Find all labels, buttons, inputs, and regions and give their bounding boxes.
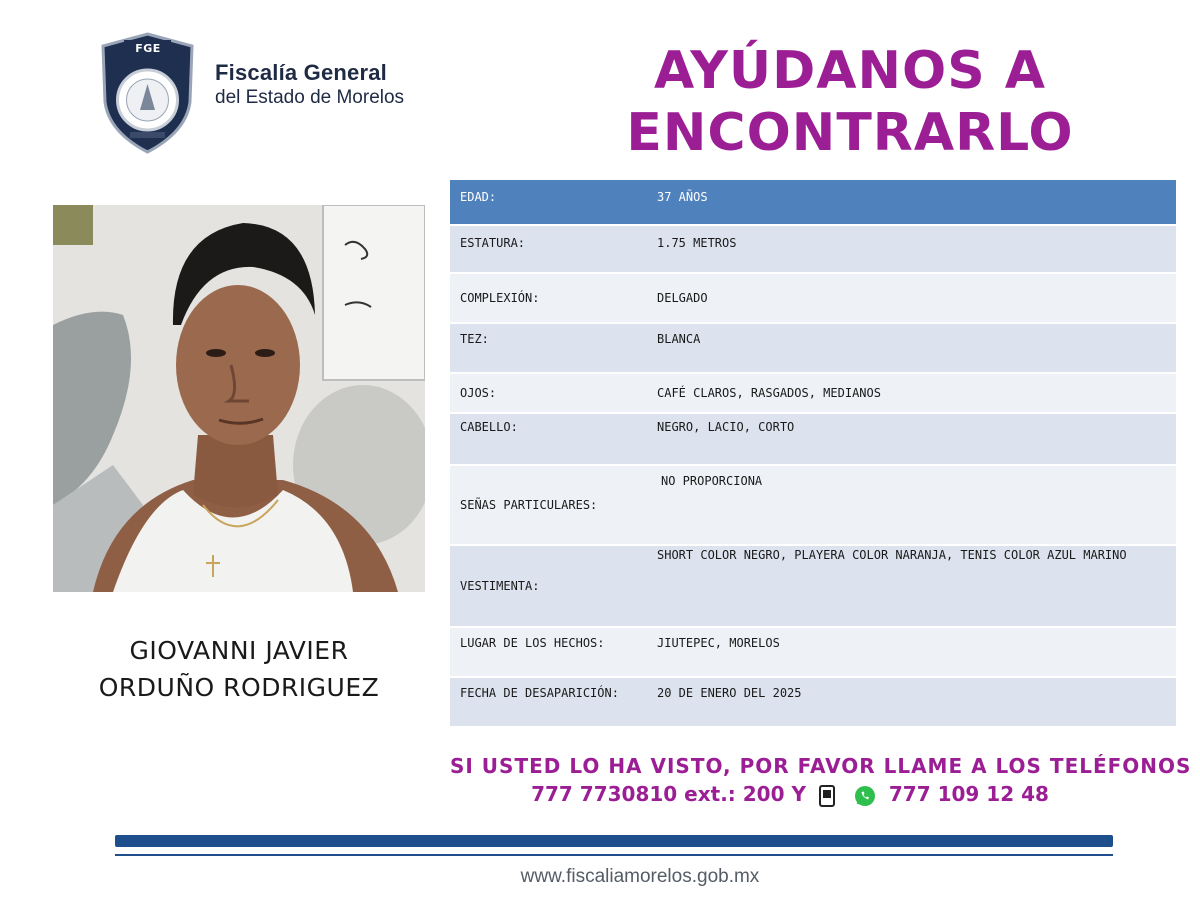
details-row [450,226,1176,272]
person-name-line-2: ORDUÑO RODRIGUEZ [98,673,380,702]
detail-label: CABELLO: [450,414,647,464]
detail-value: SHORT COLOR NEGRO, PLAYERA COLOR NARANJA, TENIS COLOR AZUL MARINO [647,546,1176,626]
phone-icon [819,785,835,807]
detail-value: DELGADO [647,274,1176,322]
detail-value: JIUTEPEC, MORELOS [647,628,1176,676]
detail-label: VESTIMENTA: [450,546,647,626]
details-row [450,546,1176,626]
org-name: Fiscalía General [215,60,387,85]
detail-value: 37 AÑOS [647,180,1176,224]
person-name-line-1: GIOVANNI JAVIER [129,636,349,665]
detail-value: BLANCA [647,324,1176,372]
headline-line-1: AYÚDANOS A [653,41,1047,101]
details-table [450,178,1176,728]
details-row [450,374,1176,412]
detail-label: COMPLEXIÓN: [450,274,647,322]
detail-value: NEGRO, LACIO, CORTO [647,414,1176,464]
details-row [450,324,1176,372]
detail-value: 1.75 METROS [647,226,1176,272]
org-subtitle: del Estado de Morelos [215,87,405,108]
detail-label: EDAD: [450,180,647,224]
detail-label: OJOS: [450,374,647,412]
phone-numbers [450,782,1130,807]
headline [590,40,1110,164]
details-row [450,414,1176,464]
detail-value: CAFÉ CLAROS, RASGADOS, MEDIANOS [647,374,1176,412]
person-name [53,632,425,706]
headline-line-2: ENCONTRARLO [626,103,1074,163]
agency-logo [100,32,440,157]
details-row [450,180,1176,224]
call-to-action: SI USTED LO HA VISTO, POR FAVOR LLAME A LOS TELÉFONOS [450,754,1192,778]
detail-label: SEÑAS PARTICULARES: [450,466,647,544]
detail-value: 20 DE ENERO DEL 2025 [647,678,1176,726]
detail-label: FECHA DE DESAPARICIÓN: [450,678,647,726]
phone-number-2: 777 109 12 48 [888,782,1049,806]
details-row [450,678,1176,726]
person-photo [53,205,425,592]
detail-label: TEZ: [450,324,647,372]
phone-number-1: 777 7730810 ext.: 200 Y [531,782,806,806]
website-link[interactable]: www.fiscaliamorelos.gob.mx [520,866,760,887]
details-row [450,274,1176,322]
badge-label: FGE [135,42,161,55]
footer-rule-thick [115,835,1113,847]
whatsapp-icon [854,785,876,807]
detail-label: LUGAR DE LOS HECHOS: [450,628,647,676]
details-row [450,628,1176,676]
details-row [450,466,1176,544]
detail-label: ESTATURA: [450,226,647,272]
detail-value: NO PROPORCIONA [647,466,1176,544]
footer-rule-thin [115,854,1113,856]
